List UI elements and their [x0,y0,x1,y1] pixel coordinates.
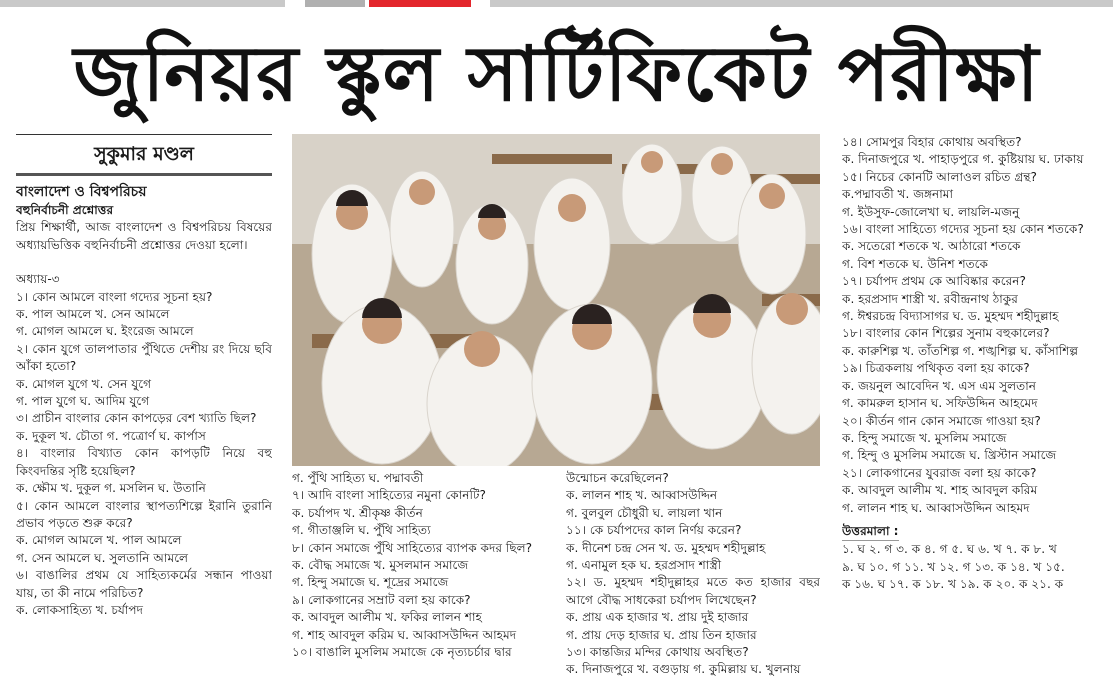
top-bar-segment [490,0,1113,7]
answer-line: ৯. ঘ ১০. গ ১১. খ ১২. গ ১৩. ক ১৪. খ ১৫. [842,559,1065,574]
question-line: ক. পাল আমলে খ. সেন আমলে [16,307,170,322]
question-line: ৮। কোন সমাজে পুঁথি সাহিত্যের ব্যাপক কদর ছিল? [292,540,533,555]
question-line: ক. ক্ষৌম খ. দুকূল গ. মসলিন ঘ. উতানি [16,481,206,496]
question-line: ১৬। বাংলা সাহিত্যে গদ্যের সূচনা হয় কোন শতকে? [842,222,1084,237]
question-line: উন্মোচন করেছিলেন? [566,471,669,485]
question-line: ২০। কীর্তন গান কোন সমাজে গাওয়া হয়? [842,413,1041,428]
question-list [16,289,272,620]
answer-line: ১. ঘ ২. গ ৩. ক ৪. গ ৫. ঘ ৬. খ ৭. ক ৮. খ [842,542,1057,557]
answers-title: উত্তরমালা : [842,523,899,541]
question-line: ২১। লোকগানের যুবরাজ বলা হয় কাকে? [842,465,1037,480]
question-line: গ. পাল যুগে ঘ. আদিম যুগে [16,394,150,409]
intro-paragraph: প্রিয় শিক্ষার্থী, আজ বাংলাদেশ ও বিশ্বপরিচয় বিষয়ের অধ্যায়ভিত্তিক বহুনির্বাচনী প্রশ্নোত্তর দেওয়া হলো। [16,220,272,252]
question-line: ১। কোন আমলে বাংলা গদ্যের সূচনা হয়? [16,289,213,304]
question-line: গ. বুলবুল চৌধুরী ঘ. লায়লা খান [566,505,723,520]
answer-key [842,541,1098,593]
top-color-bar [0,0,1113,8]
question-line: ১৭। চর্যাপদ প্রথম কে আবিষ্কার করেন? [842,274,1026,289]
question-line: গ. শাহ আবদুল করিম ঘ. আব্বাসউদ্দিন আহমদ [292,627,517,642]
question-line: ১২। ড. মুহম্মদ শহীদুল্লাহর মতে কত হাজার বছর আগে বৌদ্ধ সাধকেরা চর্যাপদ লিখেছেন? [566,575,820,607]
question-line: ক. মোগল আমলে খ. পাল আমলে [16,533,182,548]
column-4 [842,134,1098,699]
spacer [16,254,272,271]
question-line: গ. মোগল আমলে ঘ. ইংরেজ আমলে [16,324,194,339]
top-bar-segment [0,0,285,7]
page-headline: জুনিয়র স্কুল সার্টিফিকেট পরীক্ষা [73,29,1040,118]
question-line: গ. হিন্দু সমাজে ঘ. শূদ্রের সমাজে [292,575,449,590]
answer-line: ক ১৬. ঘ ১৭. ক ১৮. খ ১৯. ক ২০. ক ২১. ক [842,577,1064,592]
exam-hall-photo [292,134,820,466]
question-line: ৪। বাংলার বিখ্যাত কোন কাপড়টি নিয়ে বহু কিংবদন্তির সৃষ্টি হয়েছিল? [16,446,272,478]
column-1 [16,134,272,696]
students-illustration [292,134,820,466]
question-line: ক. জয়নুল আবেদিন খ. এস এম সুলতান [842,378,1036,393]
question-line: ১৩। কান্তজির মন্দির কোথায় অবস্থিত? [566,645,749,660]
question-line: গ. ঈশ্বরচন্দ্র বিদ্যাসাগর ঘ. ড. মুহম্মদ শহীদুল্লাহ [842,309,1059,324]
question-line: ক. বৌদ্ধ সমাজে খ. মুসলমান সমাজে [292,558,469,573]
question-line: ৩। প্রাচীন বাংলার কোন কাপড়ের বেশ খ্যাতি ছিল? [16,411,257,426]
question-line: ক. হিন্দু সমাজে খ. মুসলিম সমাজে [842,430,1007,445]
question-line: ১৮। বাংলার কোন শিল্পের সুনাম বহুকালের? [842,326,1050,341]
question-line: ক. লালন শাহ খ. আব্বাসউদ্দিন [566,488,718,503]
question-line: ২। কোন যুগে তালপাতার পুঁথিতে দেশীয় রং দিয়ে ছবি আঁকা হতো? [16,341,272,374]
section-subtitle: বহুনির্বাচনী প্রশ্নোত্তর [16,203,114,217]
divider [16,173,272,176]
question-line: গ. সেন আমলে ঘ. সুলতানি আমলে [16,550,189,565]
question-list [292,470,548,661]
question-line: গ. ইউসুফ-জোলেখা ঘ. লায়লি-মজনু [842,204,1020,219]
question-line: গ. কামরুল হাসান ঘ. সফিউদ্দিন আহমেদ [842,396,1038,411]
question-line: গ. বিশ শতকে ঘ. উনিশ শতকে [842,256,989,271]
author-byline: সুকুমার মণ্ডল [94,143,194,165]
question-line: গ. পুঁথি সাহিত্য ঘ. পদ্মাবতী [292,471,424,485]
top-bar-segment [305,0,365,7]
question-line: ৯। লোকগানের সম্রাট বলা হয় কাকে? [292,592,471,607]
question-line: ক. দিনাজপুরে খ. বগুড়ায় গ. কুমিল্লায় ঘ. খুলনায় [566,662,801,677]
question-line: ক. প্রায় এক হাজার খ. প্রায় দুই হাজার [566,610,749,625]
question-line: গ. এনামুল হক ঘ. হরপ্রসাদ শাস্ত্রী [566,558,722,573]
question-line: ক. লোকসাহিত্য খ. চর্যাপদ [16,602,143,617]
question-line: ক. চর্যাপদ খ. শ্রীকৃষ্ণ কীর্তন [292,505,423,520]
question-list [842,134,1098,517]
question-line: ১৪। সোমপুর বিহার কোথায় অবস্থিত? [842,135,1022,149]
question-line: ক. আবদুল আলীম খ. শাহ আবদুল করিম [842,483,1038,498]
question-list [566,470,820,679]
question-line: ১৯। চিত্রকলায় পথিকৃত বলা হয় কাকে? [842,361,1030,376]
question-line: গ. গীতাঞ্জলি ঘ. পুঁথি সাহিত্য [292,523,431,538]
question-line: ক. মোগল যুগে খ. সেন যুগে [16,376,151,391]
section-title: বাংলাদেশ ও বিশ্বপরিচয় [16,184,147,200]
question-line: ক. সতেরো শতকে খ. আঠারো শতকে [842,239,1021,254]
question-line: ১০। বাঙালি মুসলিম সমাজে কে নৃত্যচর্চার দ্বার [292,645,512,660]
question-line: ক. হরপ্রসাদ শাস্ত্রী খ. রবীন্দ্রনাথ ঠাকুর [842,291,1018,306]
question-line: ক. দীনেশ চন্দ্র সেন খ. ড. মুহম্মদ শহীদুল্লাহ [566,540,766,555]
question-line: ১১। কে চর্যাপদের কাল নির্ণয় করেন? [566,523,742,538]
question-line: ক. কারুশিল্প খ. তাঁতশিল্প গ. শঙ্খশিল্প ঘ. কাঁসাশিল্প [842,343,1078,358]
question-line: ১৫। নিচের কোনটি আলাওল রচিত গ্রন্থ? [842,169,1037,184]
question-line: গ. লালন শাহ ঘ. আব্বাসউদ্দিন আহমদ [842,500,1030,515]
top-bar-accent-segment [369,0,471,7]
column-3 [566,470,820,699]
question-line: ৬। বাঙালির প্রথম যে সাহিত্যকর্মের সন্ধান পাওয়া যায়, তা কী নামে পরিচিত? [16,568,272,600]
question-line: ৫। কোন আমলে বাংলার স্থাপত্যশিল্পে ইরানি তুরানি প্রভাব পড়তে শুরু করে? [16,498,272,530]
question-line: ক. আবদুল আলীম খ. ফকির লালন শাহ [292,610,482,625]
column-2 [292,470,548,699]
question-line: ক.পদ্মাবতী খ. জঙ্গনামা [842,187,953,202]
question-line: ক. দিনাজপুরে খ. পাহাড়পুরে গ. কুষ্টিয়ায় ঘ. ঢাকায় [842,152,1084,167]
chapter-label: অধ্যায়-৩ [16,272,60,287]
question-line: ৭। আদি বাংলা সাহিত্যের নমুনা কোনটি? [292,488,486,503]
question-line: গ. প্রায় দেড় হাজার ঘ. প্রায় তিন হাজার [566,627,757,642]
question-line: ক. দুকূল খ. চৌতা গ. পত্রোর্ণ ঘ. কার্পাস [16,428,206,443]
question-line: গ. হিন্দু ও মুসলিম সমাজে ঘ. খ্রিস্টান সমাজে [842,448,1057,463]
